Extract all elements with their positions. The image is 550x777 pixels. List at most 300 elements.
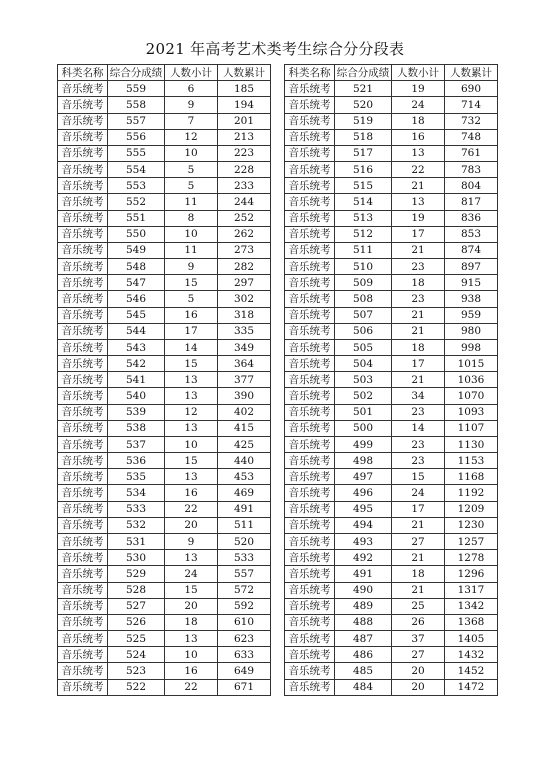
cell-cumulative: 836 [445,210,498,226]
table-row [58,291,271,307]
cell-count: 20 [392,663,445,679]
cell-cumulative: 817 [445,194,498,210]
cell-count: 21 [392,372,445,388]
cell-category: 音乐统考 [285,614,335,630]
cell-count: 23 [392,291,445,307]
table-row [58,194,271,210]
cell-score: 551 [108,210,165,226]
table-row [58,307,271,323]
cell-count: 5 [165,178,218,194]
cell-category: 音乐统考 [285,420,335,436]
cell-count: 13 [165,469,218,485]
cell-score: 494 [335,517,392,533]
table-row [285,291,498,307]
cell-score: 504 [335,356,392,372]
cell-category: 音乐统考 [58,97,108,113]
page-title: 2021 年高考艺术类考生综合分分段表 [145,40,405,58]
cell-count: 16 [392,129,445,145]
cell-count: 22 [165,501,218,517]
header-category: 科类名称 [285,65,335,81]
table-row [285,275,498,291]
table-row [285,372,498,388]
cell-score: 489 [335,598,392,614]
cell-cumulative: 185 [218,81,271,97]
cell-category: 音乐统考 [58,501,108,517]
cell-score: 555 [108,145,165,161]
cell-score: 550 [108,226,165,242]
cell-score: 525 [108,631,165,647]
cell-cumulative: 1278 [445,550,498,566]
cell-count: 7 [165,113,218,129]
cell-score: 508 [335,291,392,307]
cell-cumulative: 959 [445,307,498,323]
table-row [285,420,498,436]
cell-score: 522 [108,679,165,695]
cell-score: 524 [108,647,165,663]
table-row [285,453,498,469]
cell-count: 21 [392,323,445,339]
table-row [285,614,498,630]
cell-count: 23 [392,404,445,420]
cell-cumulative: 649 [218,663,271,679]
cell-category: 音乐统考 [285,113,335,129]
cell-category: 音乐统考 [58,533,108,549]
cell-count: 18 [392,113,445,129]
table-row [285,339,498,355]
cell-category: 音乐统考 [285,469,335,485]
cell-cumulative: 364 [218,356,271,372]
cell-category: 音乐统考 [285,162,335,178]
cell-count: 21 [392,242,445,258]
cell-score: 514 [335,194,392,210]
cell-count: 12 [165,129,218,145]
cell-count: 13 [165,420,218,436]
cell-score: 511 [335,242,392,258]
cell-score: 517 [335,145,392,161]
cell-category: 音乐统考 [58,469,108,485]
cell-category: 音乐统考 [285,679,335,695]
table-row [285,307,498,323]
table-row [58,436,271,452]
table-row [58,485,271,501]
cell-cumulative: 469 [218,485,271,501]
table-row [285,194,498,210]
cell-cumulative: 440 [218,453,271,469]
cell-score: 499 [335,436,392,452]
cell-cumulative: 938 [445,291,498,307]
cell-count: 13 [165,372,218,388]
cell-category: 音乐统考 [285,663,335,679]
cell-cumulative: 748 [445,129,498,145]
cell-score: 490 [335,582,392,598]
cell-category: 音乐统考 [58,178,108,194]
cell-score: 501 [335,404,392,420]
cell-category: 音乐统考 [58,614,108,630]
cell-score: 506 [335,323,392,339]
cell-score: 521 [335,81,392,97]
cell-cumulative: 915 [445,275,498,291]
cell-score: 491 [335,566,392,582]
cell-category: 音乐统考 [285,291,335,307]
cell-cumulative: 533 [218,550,271,566]
cell-count: 22 [165,679,218,695]
table-row [285,113,498,129]
table-row [285,566,498,582]
cell-category: 音乐统考 [58,275,108,291]
cell-score: 544 [108,323,165,339]
cell-cumulative: 1452 [445,663,498,679]
cell-score: 516 [335,162,392,178]
cell-category: 音乐统考 [58,453,108,469]
cell-cumulative: 732 [445,113,498,129]
table-row [285,647,498,663]
table-row [58,598,271,614]
cell-score: 519 [335,113,392,129]
cell-category: 音乐统考 [58,566,108,582]
cell-category: 音乐统考 [58,598,108,614]
cell-score: 534 [108,485,165,501]
cell-category: 音乐统考 [285,485,335,501]
table-header-row [285,65,498,81]
cell-cumulative: 671 [218,679,271,695]
table-row [58,582,271,598]
cell-count: 18 [392,275,445,291]
cell-cumulative: 228 [218,162,271,178]
cell-score: 532 [108,517,165,533]
cell-count: 20 [392,679,445,695]
cell-category: 音乐统考 [285,145,335,161]
cell-cumulative: 592 [218,598,271,614]
cell-cumulative: 297 [218,275,271,291]
cell-count: 18 [165,614,218,630]
cell-cumulative: 853 [445,226,498,242]
table-row [285,226,498,242]
cell-count: 10 [165,647,218,663]
cell-category: 音乐统考 [285,129,335,145]
table-row [285,162,498,178]
cell-count: 15 [165,356,218,372]
cell-cumulative: 1230 [445,517,498,533]
cell-category: 音乐统考 [285,339,335,355]
cell-category: 音乐统考 [285,226,335,242]
cell-cumulative: 557 [218,566,271,582]
table-row [58,469,271,485]
table-row [285,598,498,614]
cell-category: 音乐统考 [58,210,108,226]
cell-category: 音乐统考 [58,372,108,388]
cell-count: 21 [392,178,445,194]
table-row [285,404,498,420]
cell-score: 554 [108,162,165,178]
cell-score: 547 [108,275,165,291]
cell-count: 19 [392,81,445,97]
cell-cumulative: 1168 [445,469,498,485]
table-row [58,178,271,194]
table-row [58,517,271,533]
cell-score: 488 [335,614,392,630]
cell-category: 音乐统考 [285,388,335,404]
cell-cumulative: 1107 [445,420,498,436]
table-row [285,533,498,549]
table-body-right [285,81,498,696]
cell-score: 543 [108,339,165,355]
cell-count: 21 [392,550,445,566]
table-row [285,517,498,533]
cell-score: 535 [108,469,165,485]
table-row [285,129,498,145]
cell-cumulative: 804 [445,178,498,194]
cell-cumulative: 302 [218,291,271,307]
cell-score: 536 [108,453,165,469]
table-row [58,533,271,549]
cell-score: 529 [108,566,165,582]
cell-cumulative: 623 [218,631,271,647]
cell-count: 16 [165,485,218,501]
cell-score: 542 [108,356,165,372]
cell-category: 音乐统考 [58,339,108,355]
cell-category: 音乐统考 [285,194,335,210]
cell-score: 496 [335,485,392,501]
cell-cumulative: 1432 [445,647,498,663]
cell-cumulative: 1472 [445,679,498,695]
table-row [58,372,271,388]
header-score: 综合分成绩 [108,65,165,81]
cell-cumulative: 282 [218,259,271,275]
cell-cumulative: 1342 [445,598,498,614]
cell-cumulative: 1015 [445,356,498,372]
cell-cumulative: 1317 [445,582,498,598]
cell-category: 音乐统考 [285,550,335,566]
cell-count: 15 [165,582,218,598]
cell-category: 音乐统考 [58,436,108,452]
cell-count: 26 [392,614,445,630]
cell-category: 音乐统考 [58,663,108,679]
cell-score: 530 [108,550,165,566]
cell-cumulative: 213 [218,129,271,145]
cell-score: 503 [335,372,392,388]
cell-count: 21 [392,582,445,598]
cell-count: 13 [165,550,218,566]
cell-score: 549 [108,242,165,258]
cell-category: 音乐统考 [58,145,108,161]
cell-cumulative: 998 [445,339,498,355]
table-row [285,663,498,679]
table-row [58,631,271,647]
cell-count: 34 [392,388,445,404]
cell-category: 音乐统考 [285,436,335,452]
cell-category: 音乐统考 [58,291,108,307]
cell-score: 537 [108,436,165,452]
table-row [285,388,498,404]
cell-category: 音乐统考 [285,259,335,275]
cell-count: 12 [165,404,218,420]
cell-cumulative: 453 [218,469,271,485]
cell-count: 17 [165,323,218,339]
cell-cumulative: 491 [218,501,271,517]
cell-category: 音乐统考 [285,582,335,598]
table-row [58,566,271,582]
cell-count: 9 [165,259,218,275]
cell-category: 音乐统考 [58,307,108,323]
table-row [285,97,498,113]
cell-count: 17 [392,226,445,242]
cell-score: 512 [335,226,392,242]
table-row [285,323,498,339]
cell-score: 531 [108,533,165,549]
table-row [285,242,498,258]
cell-score: 553 [108,178,165,194]
cell-score: 548 [108,259,165,275]
cell-category: 音乐统考 [58,194,108,210]
cell-category: 音乐统考 [58,388,108,404]
cell-category: 音乐统考 [58,404,108,420]
table-row [58,663,271,679]
cell-cumulative: 980 [445,323,498,339]
cell-category: 音乐统考 [58,162,108,178]
cell-count: 27 [392,533,445,549]
cell-category: 音乐统考 [285,323,335,339]
cell-category: 音乐统考 [58,129,108,145]
cell-count: 17 [392,501,445,517]
cell-cumulative: 402 [218,404,271,420]
table-row [58,388,271,404]
cell-score: 528 [108,582,165,598]
cell-score: 507 [335,307,392,323]
cell-score: 538 [108,420,165,436]
cell-count: 20 [165,598,218,614]
cell-score: 497 [335,469,392,485]
cell-count: 17 [392,356,445,372]
cell-category: 音乐统考 [285,372,335,388]
header-score: 综合分成绩 [335,65,392,81]
cell-score: 515 [335,178,392,194]
cell-cumulative: 1257 [445,533,498,549]
cell-count: 15 [165,453,218,469]
cell-count: 11 [165,194,218,210]
table-row [58,550,271,566]
header-count: 人数小计 [165,65,218,81]
cell-count: 10 [165,145,218,161]
table-row [285,81,498,97]
table-row [285,631,498,647]
table-row [58,210,271,226]
header-cumulative: 人数累计 [218,65,271,81]
cell-count: 15 [165,275,218,291]
cell-count: 21 [392,517,445,533]
cell-cumulative: 1296 [445,566,498,582]
table-row [58,339,271,355]
cell-score: 500 [335,420,392,436]
cell-cumulative: 273 [218,242,271,258]
table-row [58,226,271,242]
cell-score: 558 [108,97,165,113]
cell-cumulative: 1192 [445,485,498,501]
table-row [285,356,498,372]
cell-count: 19 [392,210,445,226]
cell-score: 492 [335,550,392,566]
table-row [58,97,271,113]
cell-cumulative: 252 [218,210,271,226]
cell-score: 484 [335,679,392,695]
cell-count: 13 [392,194,445,210]
cell-score: 502 [335,388,392,404]
cell-count: 16 [165,307,218,323]
table-row [58,647,271,663]
cell-category: 音乐统考 [58,647,108,663]
cell-cumulative: 262 [218,226,271,242]
cell-cumulative: 520 [218,533,271,549]
cell-count: 37 [392,631,445,647]
table-row [58,679,271,695]
table-row [58,113,271,129]
cell-score: 487 [335,631,392,647]
cell-count: 23 [392,436,445,452]
table-row [58,501,271,517]
cell-count: 24 [165,566,218,582]
cell-cumulative: 897 [445,259,498,275]
cell-score: 533 [108,501,165,517]
cell-count: 25 [392,598,445,614]
table-header-row [58,65,271,81]
score-table-right [284,64,498,696]
cell-category: 音乐统考 [285,647,335,663]
cell-count: 13 [392,145,445,161]
cell-cumulative: 690 [445,81,498,97]
cell-cumulative: 335 [218,323,271,339]
cell-cumulative: 1368 [445,614,498,630]
cell-category: 音乐统考 [285,210,335,226]
header-category: 科类名称 [58,65,108,81]
cell-cumulative: 761 [445,145,498,161]
cell-cumulative: 1405 [445,631,498,647]
cell-category: 音乐统考 [58,631,108,647]
cell-category: 音乐统考 [58,323,108,339]
cell-category: 音乐统考 [58,420,108,436]
cell-count: 8 [165,210,218,226]
cell-count: 15 [392,469,445,485]
cell-score: 513 [335,210,392,226]
table-row [285,501,498,517]
cell-category: 音乐统考 [285,97,335,113]
cell-cumulative: 194 [218,97,271,113]
cell-cumulative: 610 [218,614,271,630]
table-row [285,582,498,598]
cell-cumulative: 244 [218,194,271,210]
cell-category: 音乐统考 [285,453,335,469]
cell-count: 10 [165,436,218,452]
cell-category: 音乐统考 [58,485,108,501]
cell-score: 557 [108,113,165,129]
cell-category: 音乐统考 [285,242,335,258]
cell-count: 24 [392,485,445,501]
table-row [58,259,271,275]
cell-cumulative: 233 [218,178,271,194]
cell-cumulative: 201 [218,113,271,129]
cell-cumulative: 349 [218,339,271,355]
cell-score: 520 [335,97,392,113]
table-row [58,453,271,469]
cell-category: 音乐统考 [58,226,108,242]
cell-count: 14 [392,420,445,436]
cell-score: 493 [335,533,392,549]
cell-count: 24 [392,97,445,113]
cell-count: 9 [165,97,218,113]
cell-count: 11 [165,242,218,258]
cell-category: 音乐统考 [285,356,335,372]
cell-cumulative: 1130 [445,436,498,452]
cell-category: 音乐统考 [58,550,108,566]
cell-score: 541 [108,372,165,388]
